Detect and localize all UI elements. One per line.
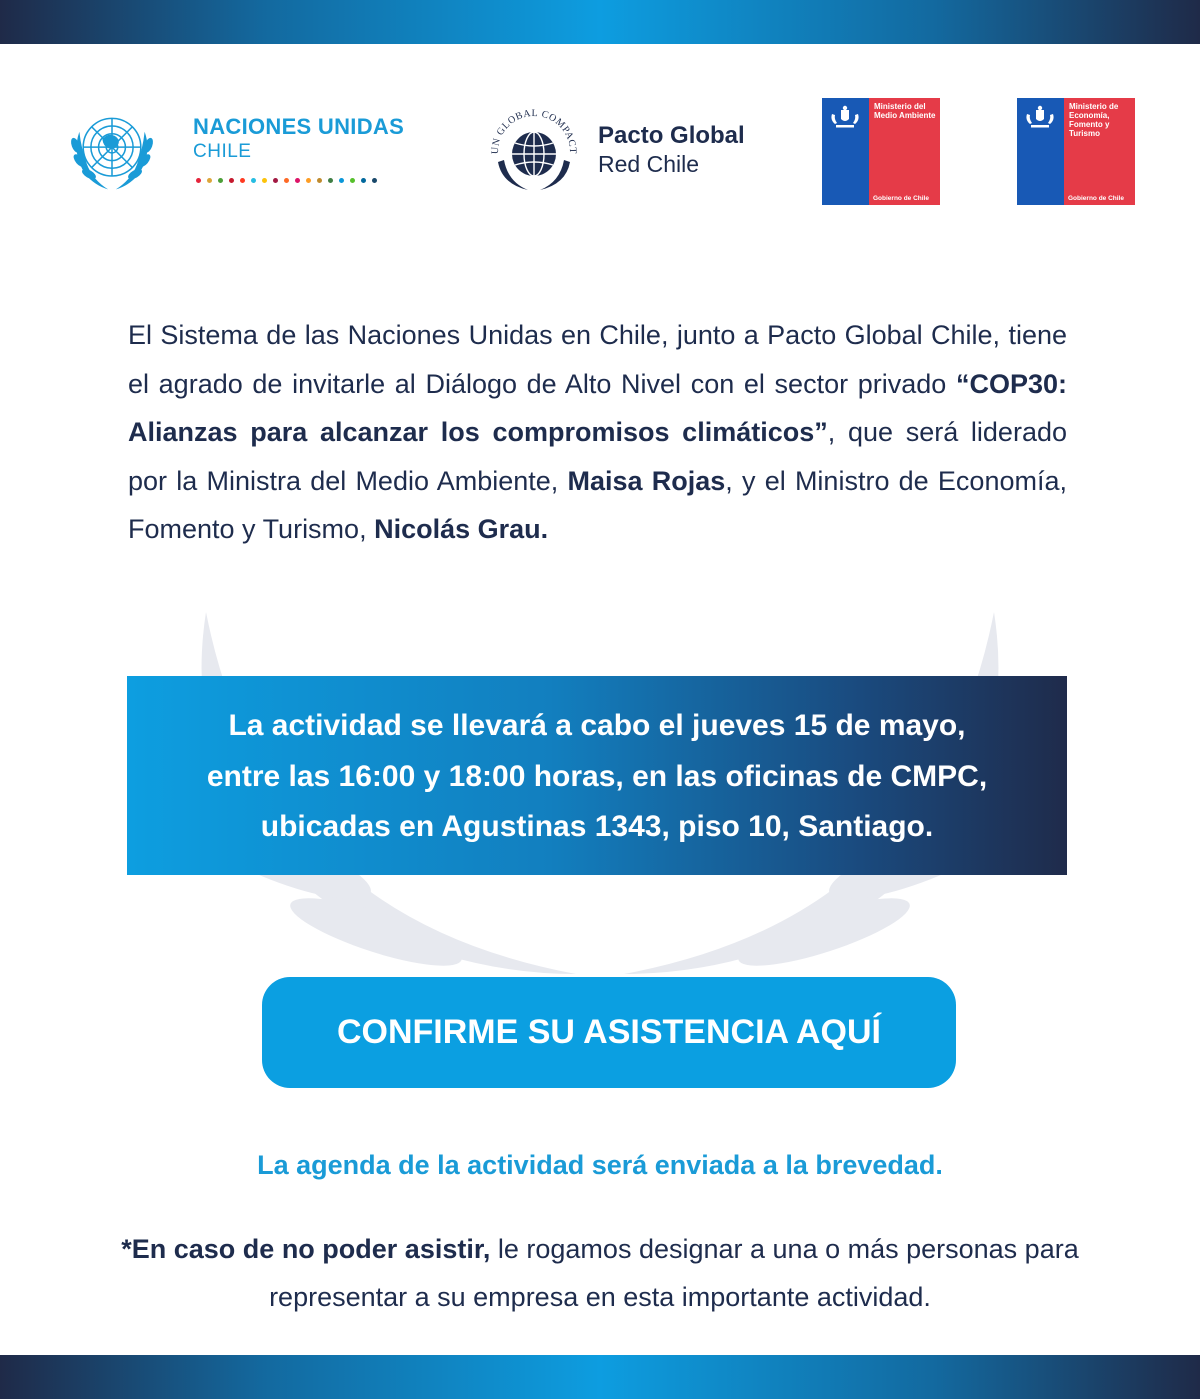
global-compact-emblem-icon bbox=[484, 100, 584, 200]
event-details-line-3: ubicadas en Agustinas 1343, piso 10, Santiago. bbox=[260, 810, 934, 843]
ministry-environment-name: Ministerio del Medio Ambiente bbox=[874, 102, 936, 120]
un-logo-subtitle: CHILE bbox=[193, 141, 252, 162]
global-compact-logo-text bbox=[598, 122, 745, 178]
ministry-economy-name: Ministerio de Economía, Fomento y Turismo bbox=[1069, 102, 1119, 138]
chile-coat-of-arms-icon bbox=[1023, 104, 1057, 130]
sdg-dot bbox=[229, 178, 234, 183]
sdg-dot bbox=[361, 178, 366, 183]
sdg-dot bbox=[339, 178, 344, 183]
agenda-note: La agenda de la actividad será enviada a la brevedad. bbox=[257, 1150, 943, 1180]
ministry-environment-logo bbox=[822, 98, 940, 205]
sdg-color-dots bbox=[196, 178, 377, 183]
invitation-text-1: El Sistema de las Naciones Unidas en Chile, junto a Pacto Global Chile, tiene el agrado de invitarle al Diálogo de Alto Nivel con el sector privado bbox=[128, 320, 1067, 399]
confirm-attendance-button[interactable]: CONFIRME SU ASISTENCIA AQUÍ bbox=[262, 977, 956, 1088]
un-logo-name: NACIONES UNIDAS bbox=[193, 114, 405, 139]
sdg-dot bbox=[240, 178, 245, 183]
sdg-dot bbox=[295, 178, 300, 183]
un-logo-text bbox=[193, 115, 404, 163]
global-compact-name: Pacto Global bbox=[598, 122, 745, 149]
ministry-economy-logo bbox=[1017, 98, 1135, 205]
absence-note bbox=[60, 1225, 1140, 1321]
sdg-dot bbox=[317, 178, 322, 183]
absence-note-lead: *En caso de no poder asistir, bbox=[121, 1234, 491, 1264]
sdg-dot bbox=[207, 178, 212, 183]
global-compact-subtitle: Red Chile bbox=[598, 151, 699, 177]
absence-note-text: le rogamos designar a una o más personas para representar a su empresa en esta importante actividad. bbox=[269, 1234, 1079, 1312]
minister-environment-name: Maisa Rojas bbox=[567, 465, 726, 496]
sdg-dot bbox=[251, 178, 256, 183]
event-details-line-1: La actividad se llevará a cabo el jueves 15 de mayo, bbox=[228, 709, 966, 742]
event-title: “COP30: Alianzas para alcanzar los compromisos climáticos” bbox=[128, 368, 1067, 447]
invitation-paragraph bbox=[128, 311, 1067, 554]
ministry-economy-government: Gobierno de Chile bbox=[1068, 195, 1124, 202]
header-band bbox=[0, 0, 1200, 44]
sdg-dot bbox=[350, 178, 355, 183]
footer-band bbox=[0, 1355, 1200, 1399]
invitation-text-2: , que será liderado por la Ministra del Medio Ambiente, bbox=[128, 417, 1067, 496]
svg-text:UN GLOBAL COMPACT: UN GLOBAL COMPACT bbox=[489, 107, 579, 155]
invitation-text-3: , y el Ministro de Economía, Fomento y Turismo, bbox=[128, 465, 1067, 544]
ministry-environment-government: Gobierno de Chile bbox=[873, 195, 929, 202]
event-details-box bbox=[127, 676, 1067, 875]
sdg-dot bbox=[372, 178, 377, 183]
sdg-dot bbox=[284, 178, 289, 183]
sdg-dot bbox=[262, 178, 267, 183]
un-emblem-icon bbox=[64, 103, 160, 199]
sdg-dot bbox=[306, 178, 311, 183]
minister-economy-name: Nicolás Grau. bbox=[374, 514, 549, 544]
event-details-line-2: entre las 16:00 y 18:00 horas, en las oficinas de CMPC, bbox=[206, 759, 988, 793]
chile-coat-of-arms-icon bbox=[828, 104, 862, 130]
sdg-dot bbox=[273, 178, 278, 183]
sdg-dot bbox=[196, 178, 201, 183]
sdg-dot bbox=[218, 178, 223, 183]
sdg-dot bbox=[328, 178, 333, 183]
